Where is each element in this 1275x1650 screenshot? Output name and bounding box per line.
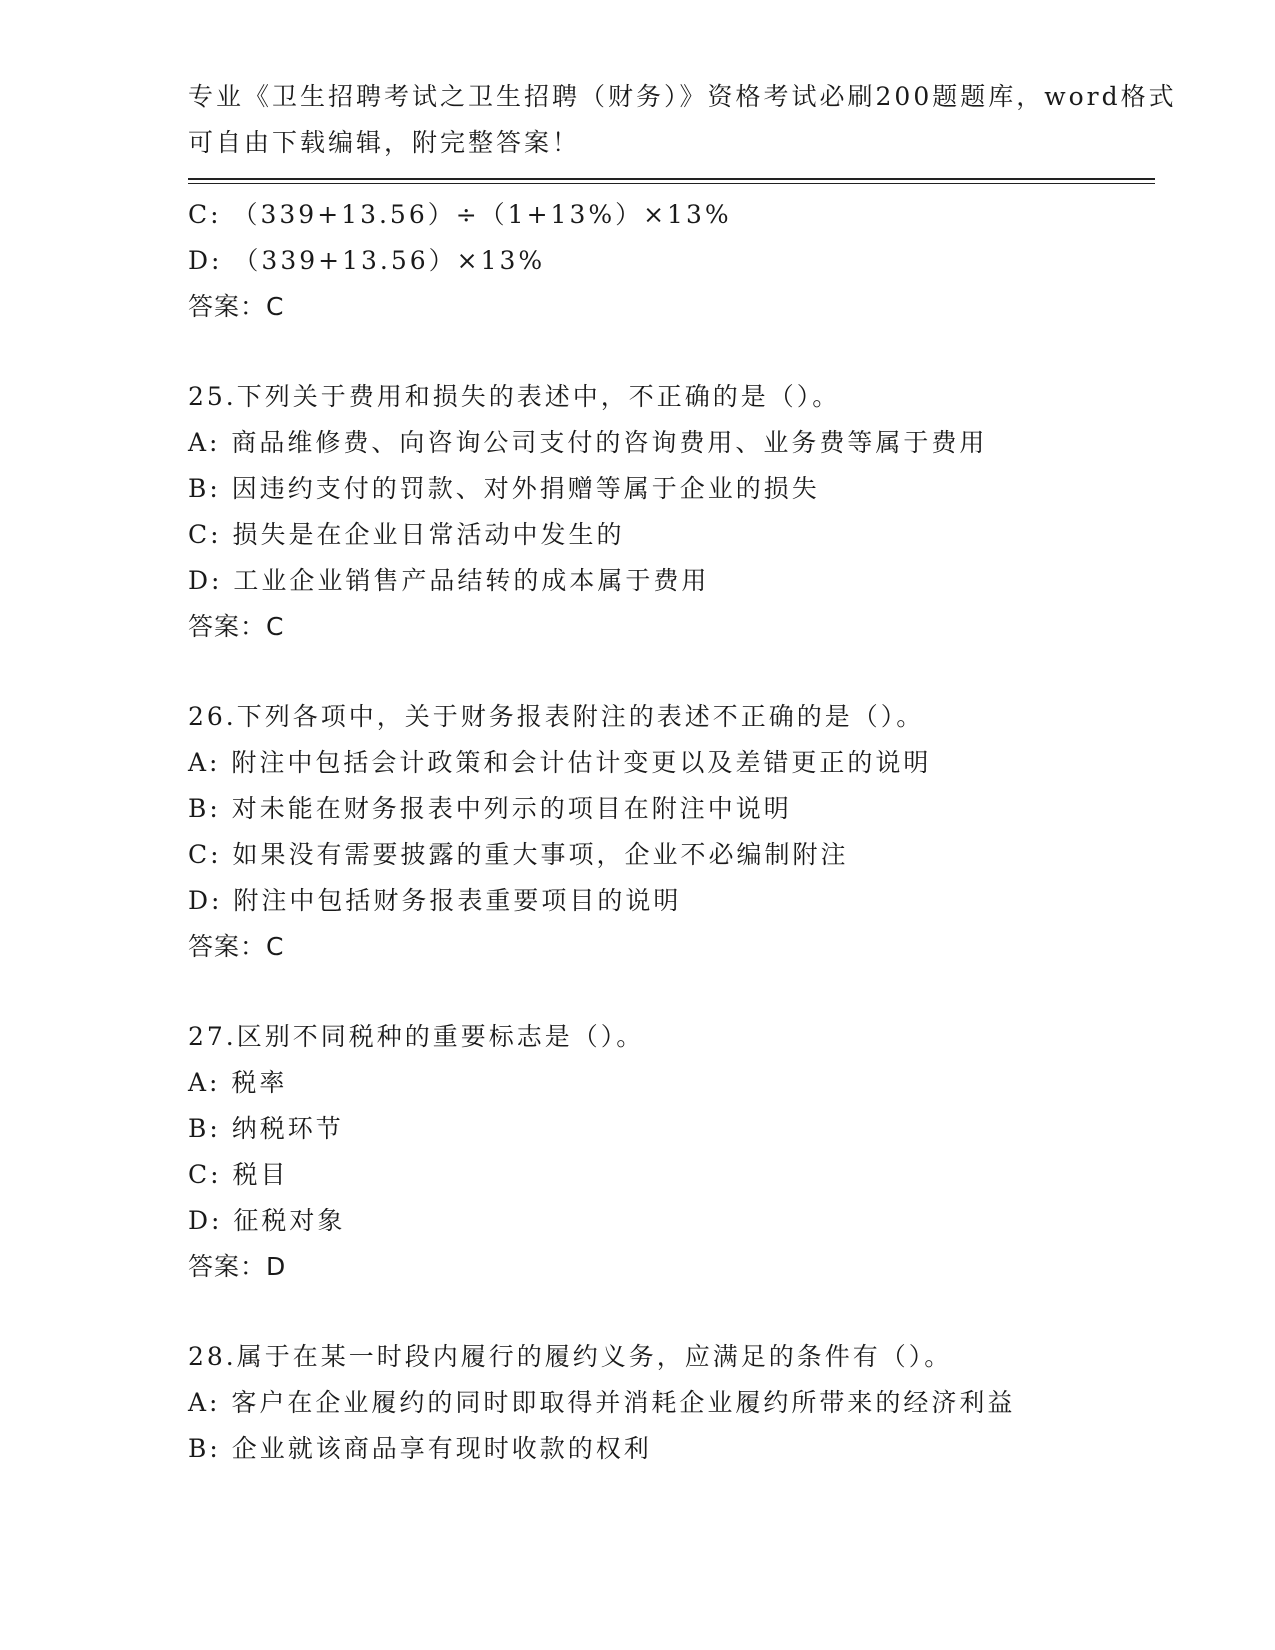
question-title: 26.下列各项中，关于财务报表附注的表述不正确的是（）。 [188, 702, 925, 731]
spacer [188, 330, 1155, 374]
header-line-2: 可自由下载编辑，附完整答案！ [188, 128, 581, 157]
option-d: D: 工业企业销售产品结转的成本属于费用 [188, 566, 710, 595]
option-a: A: 附注中包括会计政策和会计估计变更以及差错更正的说明 [188, 748, 932, 777]
option-b: B: 纳税环节 [188, 1114, 344, 1143]
spacer [188, 650, 1155, 694]
header-divider-thin [188, 183, 1155, 184]
question-title: 28.属于在某一时段内履行的履约义务，应满足的条件有（）。 [188, 1342, 953, 1371]
question-title: 27.区别不同税种的重要标志是（）。 [188, 1022, 645, 1051]
option-b: B: 企业就该商品享有现时收款的权利 [188, 1434, 652, 1463]
spacer [188, 1290, 1155, 1334]
option-a: A: 商品维修费、向咨询公司支付的咨询费用、业务费等属于费用 [188, 428, 988, 457]
option-c: C: 如果没有需要披露的重大事项，企业不必编制附注 [188, 840, 849, 869]
header-divider-thick [188, 178, 1155, 180]
option-d: D: （339+13.56）×13% [188, 246, 546, 275]
page-header [188, 74, 1177, 166]
answer-line: 答案：D [188, 1252, 287, 1281]
question-25 [188, 374, 1155, 650]
answer-line: 答案：C [188, 292, 285, 321]
answer-line: 答案：C [188, 612, 285, 641]
spacer [188, 970, 1155, 1014]
option-b: B: 因违约支付的罚款、对外捐赠等属于企业的损失 [188, 474, 820, 503]
question-list [188, 192, 1155, 1472]
option-c: C: 税目 [188, 1160, 289, 1189]
question-continued [188, 192, 1155, 330]
answer-line: 答案：C [188, 932, 285, 961]
question-28 [188, 1334, 1155, 1472]
header-line-1: 专业《卫生招聘考试之卫生招聘（财务）》资格考试必刷200题题库，word格式 [188, 82, 1177, 111]
option-d: D: 征税对象 [188, 1206, 346, 1235]
question-26 [188, 694, 1155, 970]
option-c: C: （339+13.56）÷（1+13%）×13% [188, 200, 732, 229]
question-title: 25.下列关于费用和损失的表述中，不正确的是（）。 [188, 382, 841, 411]
option-d: D: 附注中包括财务报表重要项目的说明 [188, 886, 682, 915]
option-a: A: 税率 [188, 1068, 288, 1097]
option-a: A: 客户在企业履约的同时即取得并消耗企业履约所带来的经济利益 [188, 1388, 1016, 1417]
option-c: C: 损失是在企业日常活动中发生的 [188, 520, 625, 549]
question-27 [188, 1014, 1155, 1290]
option-b: B: 对未能在财务报表中列示的项目在附注中说明 [188, 794, 792, 823]
